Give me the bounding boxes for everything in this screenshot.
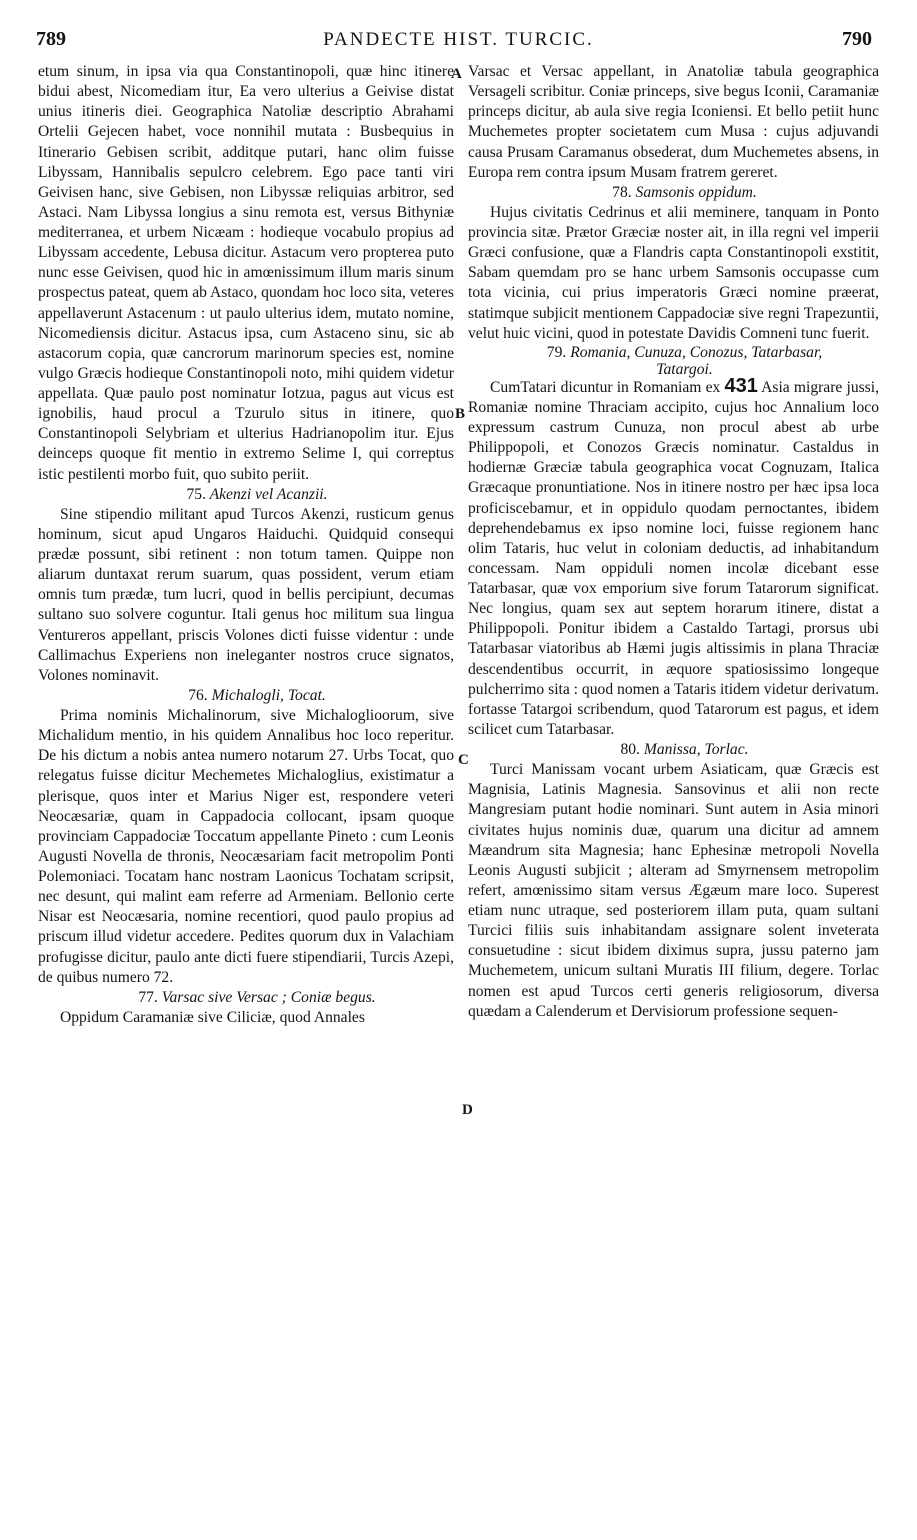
paragraph-80: Turci Manissam vocant urbem Asiaticam, quæ Græcis est Magnisia, Latinis Magnesia. Sansovinus et alii non recte Mangresiam putant hodie nominari. Sunt autem in Asia minori civitates hujus nominis duæ, quarum una dicitur ad amnem Mæandrum sita Magnesia; hanc Ephesinæ metropoli Novella Leonis Augusti subjicit ; alteram ad Smyrnensem metropolim refert, amœnissimo sitam versus Ægæum mare loco. Superest etiam nunc utraque, sed posteriorem illam puta, quam sultani Turcici filiis suis inhabitandam assignare solent inveterata consuetudine : sicut ibidem diximus supra, jussu paterno jam Muchemetem, unicum sultani Muratis III filium, degere. Torlac nomen est apud Turcos certi generis religiosorum, diversa quædam a Calenderum et Dervisiorum professione sequen- <box>468 761 879 1020</box>
section-title-79: Romania, Cunuza, Conozus, Tatarbasar, <box>570 343 823 361</box>
paragraph-intro: etum sinum, in ipsa via qua Constantinopoli, quæ hinc itinere bidui abest, Nicomediam itur, Ea vero ulterius a Geivise distat unius itineris diei. Geographica Natoliæ descriptio Abrahami Ortelii Gejecen habet, voce nonnihil mutata : Busbequius in Itinerario Gebisen scribit, additque putari, hanc olim fuisse Libyssam, Hannibalis sepulcro celebrem. Ego pace tanti viri Geivisen hanc, sive Gebisen, non Libyssæ reliquias arbitror, sed Astaci. Nam Libyssa longius a sinu remota est, versus Bithyniæ mediterranea, et urbem Nicæam : hodieque vocabulo propius ad Libyssam accedente, Lebusa dicitur. Astacum vero propterea puto nunc esse Geivisen, quod hic in amœnissimum illum maris sinum prospectus pateat, quem ab Astaco, quondam hoc loco sita, veteres appellaverunt Astacenum : ut paulo ulterius idem, mutato nomine, Nicomediensis dicitur. Astacus ipsa, cum Astaceno sinu, sic ab astacorum copia, quæ cancrorum marinorum species est, nomine vulgo Græcis hodieque Constantinopoli noto, mihi quidem videtur appellata. Quæ paulo post nominatur Iotzua, pagus aut vicus est ignobilis, haud procul a Tzurulo situs in itinere, quo Constantinopoli Selybriam et ulterius Hadrianopolim itur. Ejus deinceps quoque fit mentio in extremo Selime I, qui correptus istic pestilenti morbo fuit, quo subito periit. <box>38 63 454 483</box>
section-number-80: 80. <box>620 741 640 758</box>
year-number: 431 <box>724 374 758 397</box>
right-column <box>468 62 879 1022</box>
section-title-80: Manissa, Torlac. <box>643 741 749 758</box>
section-number-79: 79. <box>546 343 567 361</box>
section-number-76: 76. <box>188 686 208 704</box>
paragraph-79-rest: Asia migrare jussi, Romaniæ nomine Thraciam accipito, cujus hoc Annalium loco expressum castrum Cunuza, non procul abest ab urbe Philippopoli, et Conozos Græcis nominatur. Castaldus in hodiernæ Græciæ tabula geographica vocat Cognuzam, Italica Græcaque pronuntiatione. Nos in itinere nostro per hæc ipsa loca proficiscebamur, et in oppidulo quodam pernoctantes, ibidem deprehendebamus ex ipso nomine loci, fuisse regionem hanc olim Tataris, huc velut in coloniam deductis, ad inhabitandum concessam. Nam oppiduli nomen incolæ dicebant esse Tatarbasar, quæ vox emporium sive forum Tatarorum significat. Nec longius, quam sex aut septem horarum itinere, distat a Philippopoli. Ponitur ibidem a Castaldo Tartagi, prorsus ubi Tatarbasar viatoribus ab Hæmi jugis altissimis in plana Thraciæ descendentibus occurrit, in æquore spatiosissimo longeque pulcherrimo sita : quod nomen a Tataris itidem videtur derivatum. fortasse Tatargoi scribendum, quod Tatarorum est pagus, et idem scilicet cum Tatarbasar. <box>468 378 879 738</box>
page-number-right: 790 <box>842 28 872 50</box>
margin-letter-d: D <box>462 1102 473 1118</box>
section-number-77: 77. <box>138 988 158 1006</box>
paragraph-76: Prima nominis Michalinorum, sive Michaloglioorum, sive Michalidum mentio, in his quidem Annalibus hoc loco reperitur. De his dictum a nobis antea numero notarum 27. Urbs Tocat, quo relegatus fuisse dicitur Mechemetes Michaloglius, existimatur a plerisque, quos inter et Marius Niger est, respondere veteri Neocæsariæ, quam in Cappadocia collocant, ipsam quoque provinciam Cappadociæ Toccatum appellante Pineto : cum Leonis Augusti Novella de thronis, Neocæsariam facit metropolim Ponti Polemoniaci. Tocatam hanc nostram Laonicus Tochatam scripsit, nec desunt, qui malint eam referre ad Armeniam. Bellonio certe Nisar est Neocæsaria, nomine recentiori, quod paulo propius ad priscum illud videtur accedere. Pedites quorum dux in Valachiam profugisse dicitur, paulo ante dicti fuere stipendiarii, Turcis Azepi, de quibus numero 72. <box>38 707 454 986</box>
page-header <box>0 28 917 54</box>
section-number-75: 75. <box>186 485 206 503</box>
paragraph-77-continued: Varsac et Versac appellant, in Anatoliæ tabula geographica Versageli scribitur. Coniæ princeps, sive begus Iconii, Caramaniæ princeps dicitur, ab aula sive regia Iconiensi. Et bello petiit hunc Muchemetes propter societatem cum Musa : cujus adjuvandi causa Prusam Caramanus obsederat, dum Muchemetes absens, in Europa rem contra ipsum Musam fratrem gereret. <box>468 63 879 181</box>
section-title-77: Varsac sive Versac ; Coniæ begus. <box>161 988 376 1006</box>
paragraph-79-start: CumTatari dicuntur in Romaniam ex <box>490 378 721 396</box>
running-title: PANDECTE HIST. TURCIC. <box>323 29 594 50</box>
page-number-left: 789 <box>36 28 66 50</box>
section-title-78: Samsonis oppidum. <box>635 183 757 201</box>
paragraph-79 <box>468 374 879 740</box>
section-heading-76 <box>38 686 454 706</box>
section-heading-75 <box>38 485 454 505</box>
section-heading-78 <box>468 183 879 203</box>
margin-letter-c: C <box>458 752 469 768</box>
section-heading-80 <box>468 740 879 760</box>
section-heading-77 <box>38 988 454 1008</box>
paragraph-77-start: Oppidum Caramaniæ sive Ciliciæ, quod Annales <box>60 1008 365 1026</box>
paragraph-78: Hujus civitatis Cedrinus et alii meminere, tanquam in Ponto provincia sitæ. Prætor Græciæ noster ait, in illa regni vel imperii Græci confusione, quæ a Flandris capta Constantinopoli exstitit, Sabam quemdam pro se hanc urbem Samsonis occupasse cum tota vicinia, cui prius imperatoris Græci nomine præerat, statimque subjicit mentionem Cappadociæ sive regni Trapezuntii, velut huic vicini, quod in potestate Davidis Comneni tunc fuerit. <box>468 203 879 342</box>
section-number-78: 78. <box>612 183 632 201</box>
section-title-75: Akenzi vel Acanzii. <box>209 485 328 503</box>
paragraph-75: Sine stipendio militant apud Turcos Akenzi, rusticum genus hominum, sicut apud Ungaros Haiduchi. Quidquid consequi prædæ possunt, sibi retinent : non totum tamen. Quippe non aliarum duntaxat rerum suarum, quas possident, verum etiam omnis tum prædæ, tum lucri, quod in bellis percipiunt, decumas sultano suo solvere coguntur. Itali genus hoc militum sua lingua Ventureros appellant, priscis Volones dicti fuisse videntur : unde Callimachus Experiens non ineleganter nostros cruce signatos, Volones nominavit. <box>38 505 454 684</box>
section-title-79-line2: Tatargoi. <box>656 360 713 378</box>
section-title-76: Michalogli, Tocat. <box>211 686 326 704</box>
left-column <box>38 62 454 1028</box>
section-heading-79 <box>468 344 879 378</box>
margin-letter-a: A <box>451 66 462 82</box>
margin-letter-b: B <box>455 406 466 422</box>
